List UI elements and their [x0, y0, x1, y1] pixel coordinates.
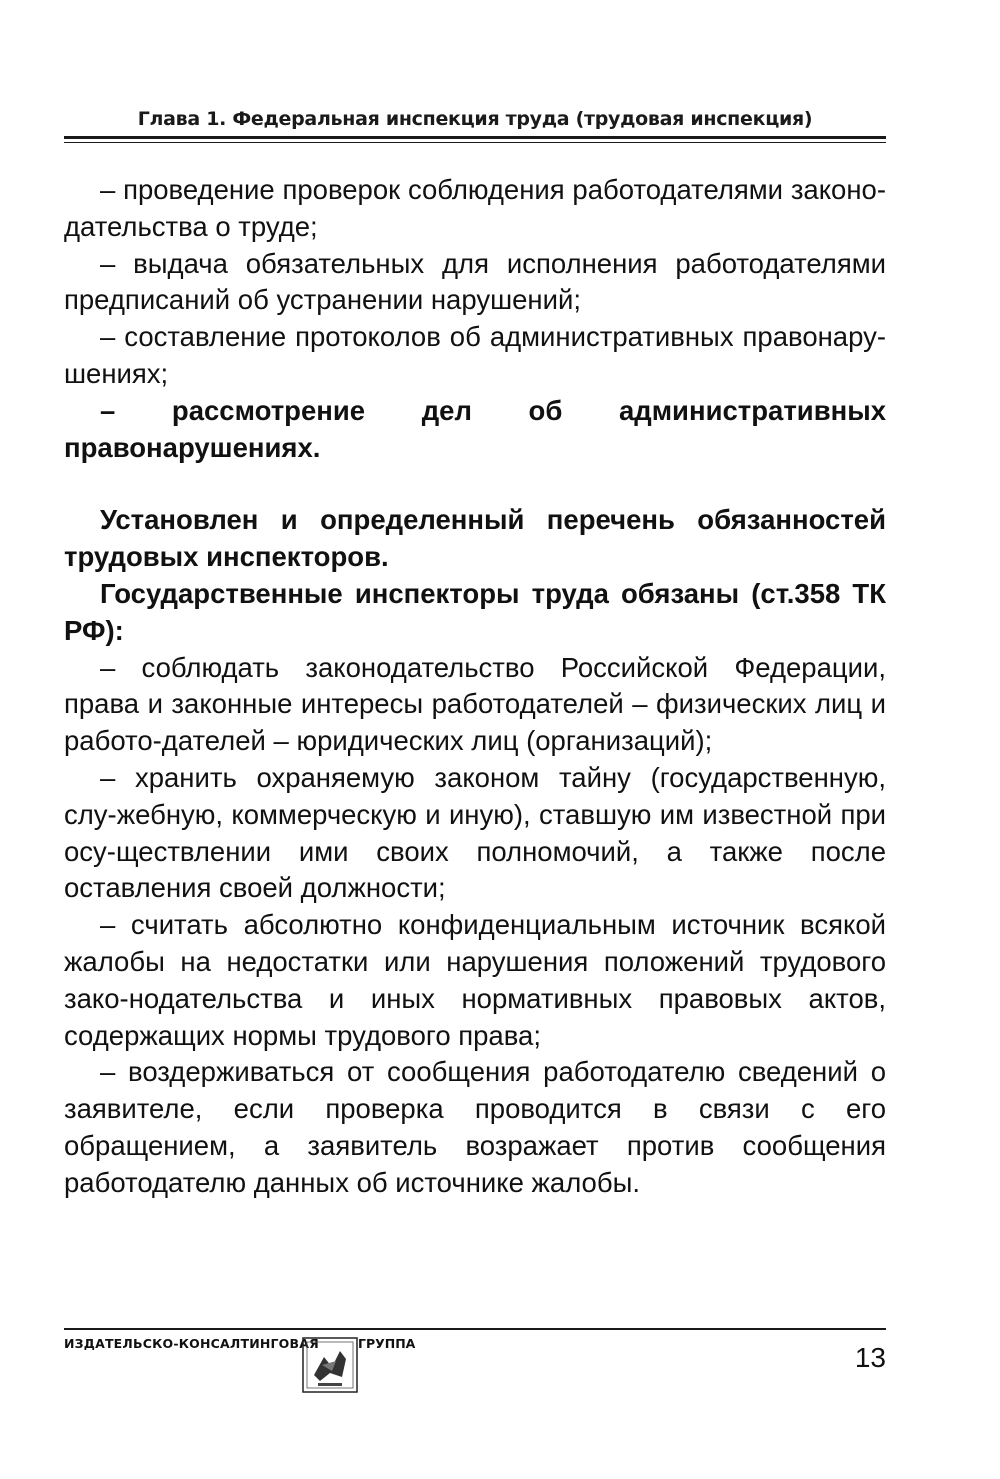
publisher-logo-icon: [302, 1337, 358, 1393]
header-rule-thick: [64, 136, 886, 139]
paragraph-gap: [64, 466, 886, 502]
list-item: – считать абсолютно конфиденциальным источник всякой жалобы на недостатки или нарушения положений трудового зако-нодательства и иных нормативных правовых актов, содержащих нормы трудового права;: [64, 909, 886, 1051]
list-item: – выдача обязательных для исполнения работодателями предписаний об устранении нарушений;: [64, 247, 886, 316]
publisher-name-right: ГРУППА: [358, 1336, 416, 1351]
section-lead: Государственные инспекторы труда обязаны (ст.358 ТК РФ):: [64, 577, 886, 646]
list-item: – хранить охраняемую законом тайну (государственную, слу-жебную, коммерческую и иную), ставшую им известной при осу-ществлении ими своих полномочий, а также после оставления своей должности;: [64, 761, 886, 904]
section-intro: Установлен и определенный перечень обязанностей трудовых инспекторов.: [64, 504, 886, 573]
publisher-name-left: ИЗДАТЕЛЬСКО-КОНСАЛТИНГОВАЯ: [64, 1336, 319, 1351]
page-body: [64, 172, 886, 1202]
list-item: – воздерживаться от сообщения работодателю сведений о заявителе, если проверка проводится в связи с его обращением, а заявитель возражает против сообщения работодателю данных об источнике жалобы.: [64, 1056, 886, 1198]
list-item: – составление протоколов об административных правонару-шениях;: [64, 321, 886, 389]
list-item: – соблюдать законодательство Российской Федерации, права и законные интересы работодателей – физических лиц и работо-дателей – юридических лиц (организаций);: [64, 651, 886, 757]
page-number: 13: [854, 1342, 886, 1373]
list-item: – проведение проверок соблюдения работодателями законо-дательства о труде;: [64, 174, 886, 242]
list-item: – рассмотрение дел об административных правонарушениях.: [64, 394, 886, 463]
footer-rule: [64, 1328, 886, 1330]
header-rule-thin: [64, 142, 886, 143]
running-header: Глава 1. Федеральная инспекция труда (трудовая инспекция): [137, 108, 813, 130]
